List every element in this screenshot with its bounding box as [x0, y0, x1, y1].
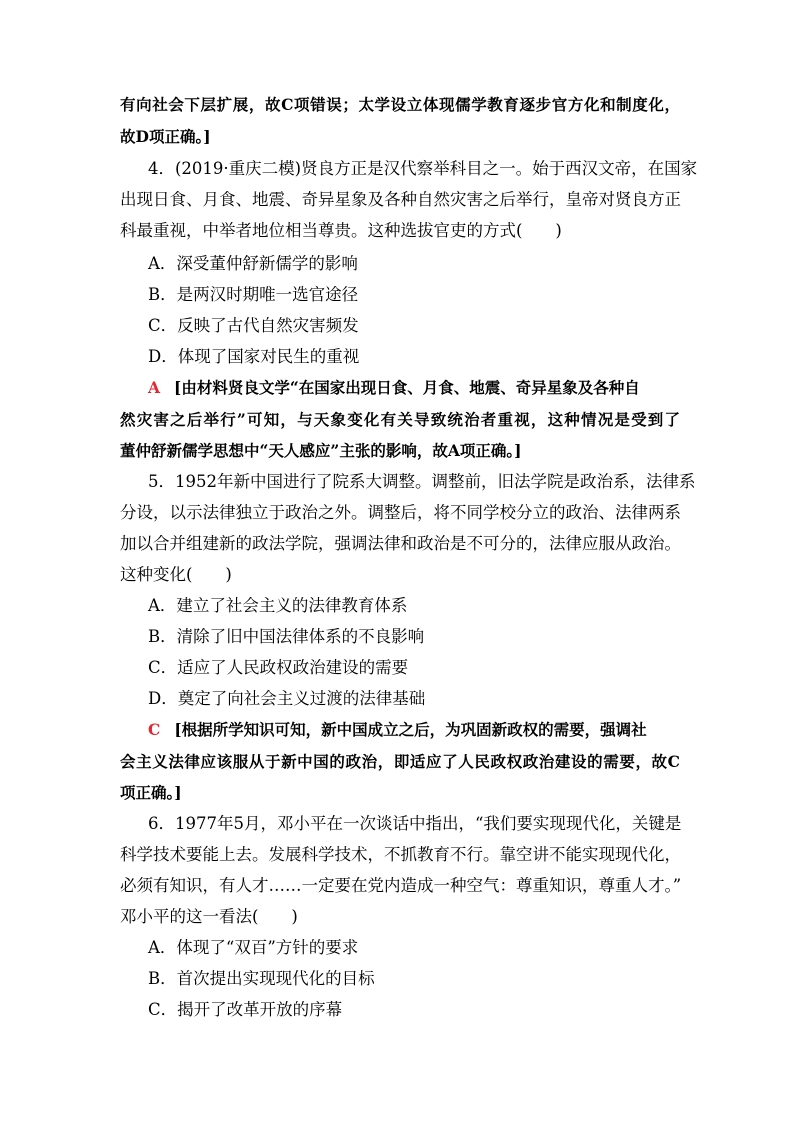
question-5-option-d: D．奠定了向社会主义过渡的法律基础	[148, 689, 426, 708]
question-6-option-b: B．首次提出实现现代化的目标	[148, 969, 375, 988]
question-4-option-d: D．体现了国家对民生的重视	[148, 347, 360, 366]
question-4-option-b: B．是两汉时期唯一选官途径	[148, 285, 359, 304]
question-5-explanation-text: [根据所学知识可知，新中国成立之后，为巩固新政权的需要，强调社	[174, 720, 647, 739]
question-4-stem-line: 科最重视，中举者地位相当尊贵。这种选拔官吏的方式( )	[120, 221, 562, 240]
question-4-stem-line: 出现日食、月食、地震、奇异星象及各种自然灾害之后举行，皇帝对贤良方正	[120, 190, 681, 209]
carry-over-explanation-line: 有向社会下层扩展，故C项错误；太学设立体现儒学教育逐步官方化和制度化，	[120, 95, 680, 114]
question-6-option-a: A．体现了“双百”方针的要求	[148, 938, 359, 957]
question-4-option-c: C．反映了古代自然灾害频发	[148, 316, 359, 335]
question-5-answer-letter: C	[148, 720, 161, 739]
question-4-explanation-line: 然灾害之后举行”可知，与天象变化有关导致统治者重视，这种情况是受到了	[120, 410, 680, 429]
question-6-stem-line: 必须有知识，有人才……一定要在党内造成一种空气：尊重知识，尊重人才。”	[120, 876, 682, 895]
carry-over-explanation-line: 故D项正确。]	[120, 127, 211, 146]
question-4-explanation-line	[148, 373, 680, 403]
question-5-explanation-line: 项正确。]	[120, 783, 182, 802]
question-5-explanation-line: 会主义法律应该服从于新中国的政治，即适应了人民政权政治建设的需要，故C	[120, 752, 680, 771]
question-4-explanation-line: 董仲舒新儒学思想中“天人感应”主张的影响，故A项正确。]	[120, 441, 522, 460]
question-4-answer-letter: A	[148, 378, 161, 397]
question-6-option-c: C．揭开了改革开放的序幕	[148, 1000, 343, 1019]
question-4-explanation-text: [由材料贤良文学“在国家出现日食、月食、地震、奇异星象及各种自	[174, 378, 640, 397]
question-5-stem-line: 分设，以示法律独立于政治之外。调整后，将不同学校分立的政治、法律两系	[120, 503, 681, 522]
question-5-explanation-line	[148, 715, 680, 745]
question-5-stem-line: 这种变化( )	[120, 565, 232, 584]
question-5-option-c: C．适应了人民政权政治建设的需要	[148, 658, 409, 677]
question-4-option-a: A．深受董仲舒新儒学的影响	[148, 254, 358, 273]
question-6-stem-line: 邓小平的这一看法( )	[120, 907, 298, 926]
question-4-stem-line: 4．(2019·重庆二模)贤良方正是汉代察举科目之一。始于西汉文帝，在国家	[148, 159, 698, 178]
question-5-option-a: A．建立了社会主义的法律教育体系	[148, 596, 408, 615]
question-6-stem-line: 科学技术要能上去。发展科学技术，不抓教育不行。靠空讲不能实现现代化，	[120, 845, 681, 864]
question-6-stem-line: 6．1977年5月，邓小平在一次谈话中指出，“我们要实现现代化，关键是	[148, 814, 682, 833]
question-5-option-b: B．清除了旧中国法律体系的不良影响	[148, 627, 425, 646]
question-5-stem-line: 加以合并组建新的政法学院，强调法律和政治是不可分的，法律应服从政治。	[120, 534, 681, 553]
question-5-stem-line: 5．1952年新中国进行了院系大调整。调整前，旧法学院是政治系，法律系	[148, 472, 696, 491]
